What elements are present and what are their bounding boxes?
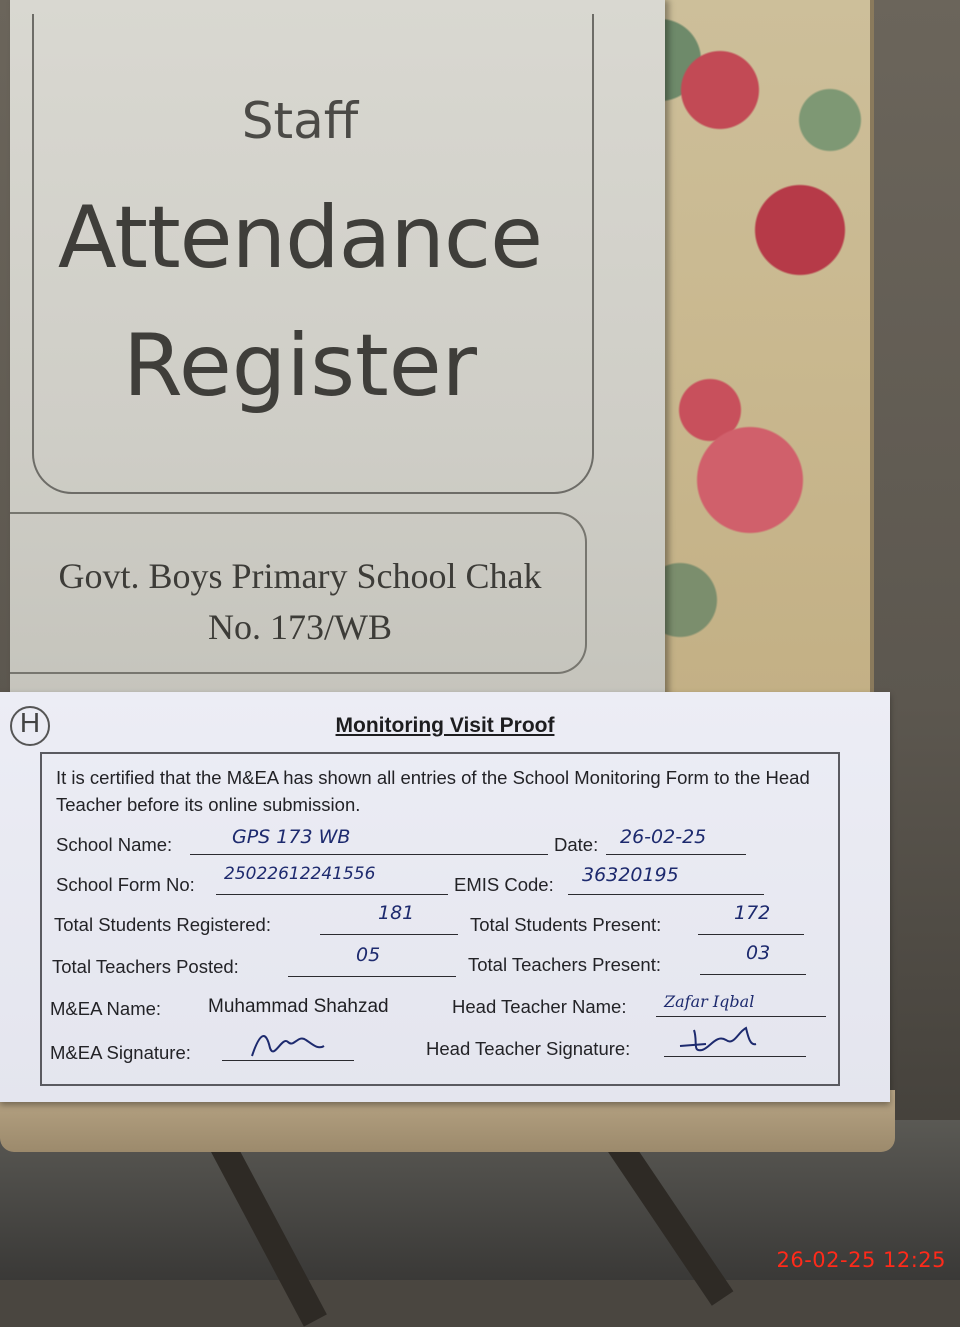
value-school-name: GPS 173 WB (232, 826, 351, 848)
certification-text: It is certified that the M&EA has shown all entries of the School Monitoring Form to the Head Teacher before its online submission. (56, 767, 810, 815)
label-mea-signature: M&EA Signature: (50, 1042, 191, 1063)
photo-timestamp: 26-02-25 12:25 (776, 1248, 946, 1272)
value-emis-code: 36320195 (582, 864, 679, 886)
value-mea-name: Muhammad Shahzad (208, 996, 389, 1017)
label-mea-name: M&EA Name: (50, 998, 162, 1019)
monitoring-visit-proof-slip (0, 692, 890, 1102)
head-teacher-signature-scribble (676, 1022, 772, 1056)
mea-signature-scribble (248, 1026, 328, 1062)
label-total-teachers-posted: Total Teachers Posted: (52, 956, 239, 977)
value-head-teacher-name: Zafar Iqbal (664, 992, 755, 1011)
value-total-teachers-posted: 05 (356, 944, 381, 966)
label-head-teacher-signature: Head Teacher Signature: (426, 1038, 631, 1059)
value-school-form-no: 25022612241556 (224, 864, 376, 884)
label-emis-code: EMIS Code: (454, 874, 554, 895)
label-head-teacher-name: Head Teacher Name: (452, 996, 627, 1017)
attendance-register-cover (10, 0, 665, 700)
register-title-staff: Staff (241, 92, 359, 150)
value-total-teachers-present: 03 (746, 942, 771, 964)
school-name-line1: Govt. Boys Primary School Chak (58, 556, 542, 596)
value-total-students-registered: 181 (378, 902, 415, 924)
school-name-line2: No. 173/WB (208, 607, 392, 647)
label-school-name: School Name: (56, 834, 173, 855)
corner-mark: H (10, 706, 50, 746)
label-school-form-no: School Form No: (56, 874, 195, 895)
register-title-register: Register (122, 316, 478, 416)
slip-title: Monitoring Visit Proof (335, 714, 555, 737)
label-total-students-registered: Total Students Registered: (54, 914, 271, 935)
value-date: 26-02-25 (620, 826, 707, 848)
register-title-attendance: Attendance (57, 188, 543, 288)
label-total-students-present: Total Students Present: (470, 914, 662, 935)
label-date: Date: (554, 834, 599, 855)
label-total-teachers-present: Total Teachers Present: (468, 954, 661, 975)
value-total-students-present: 172 (734, 902, 771, 924)
